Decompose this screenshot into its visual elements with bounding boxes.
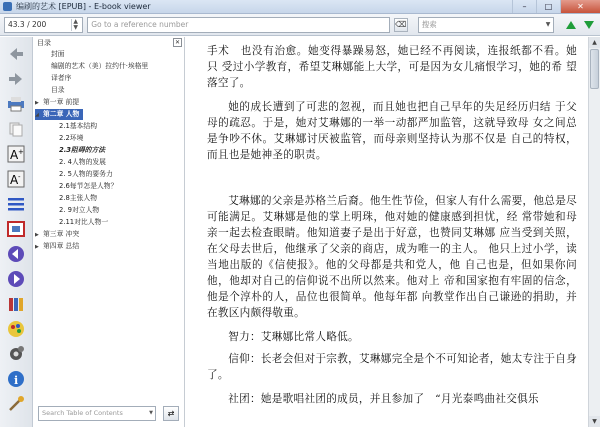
- minimize-button[interactable]: –: [512, 0, 536, 13]
- toc-search-placeholder: Search Table of Contents: [42, 409, 123, 417]
- find-previous-button[interactable]: [564, 18, 578, 32]
- window-title: 编刷的艺术 [EPUB] - E-book viewer: [16, 2, 151, 11]
- toc-item-label: 第一章 前提: [43, 98, 80, 106]
- copy-icon[interactable]: [5, 118, 27, 140]
- paragraph: 信仰：长老会但对于宗教，艾琳娜完全是个不可知论者，她太专注于自身了。: [207, 353, 577, 381]
- toc-item[interactable]: [59, 205, 99, 216]
- toc-item-label: 2.1基本结构: [59, 122, 97, 130]
- tools-icon[interactable]: [5, 393, 27, 415]
- toc-item[interactable]: [59, 193, 97, 204]
- page-number-input[interactable]: [4, 17, 83, 33]
- toc-item[interactable]: [35, 229, 79, 240]
- toc-close-icon[interactable]: ✕: [174, 39, 181, 46]
- app-icon: [3, 2, 12, 11]
- toc-panel: [33, 37, 185, 427]
- toc-item[interactable]: [35, 241, 79, 252]
- toc-item-label: 译者序: [51, 74, 72, 82]
- svg-text:-: -: [18, 173, 21, 181]
- toc-item[interactable]: [59, 217, 108, 228]
- paragraph: 智力：艾琳娜比常人略低。: [228, 331, 359, 343]
- svg-text:i: i: [14, 374, 19, 387]
- toc-item-label: 编剧的艺术（美）拉约什·埃格里: [51, 62, 149, 70]
- toc-item-label: 2.6每节怎是人物？: [59, 182, 118, 190]
- clear-icon[interactable]: ⌫: [394, 18, 408, 32]
- toc-search-button[interactable]: ⇄: [163, 406, 179, 421]
- toc-item[interactable]: [51, 49, 65, 60]
- close-button[interactable]: ✕: [560, 0, 600, 13]
- find-next-button[interactable]: [582, 18, 596, 32]
- prev-page-icon[interactable]: [5, 243, 27, 265]
- toc-item[interactable]: [59, 133, 83, 144]
- fullscreen-icon[interactable]: [5, 218, 27, 240]
- font-larger-icon[interactable]: [5, 143, 27, 165]
- scroll-up-icon[interactable]: ▲: [589, 37, 600, 48]
- print-icon[interactable]: [5, 93, 27, 115]
- toc-item[interactable]: [51, 73, 71, 84]
- toc-item[interactable]: [59, 169, 113, 180]
- toc-item-label: 2.11对比人物一: [59, 218, 109, 226]
- paragraph: 社团：她是歌唱社团的成员，并且参加了 “月光泰鸣曲社交俱乐: [228, 393, 539, 405]
- paragraph: 手术 也没有治愈。她变得暴躁易怒，她已经不再阅读，连报纸都不看。她只 受过小学教育，希望艾琳娜能上大学，可是因为女儿痛恨学习，她的希 望落空了。: [207, 45, 577, 89]
- forward-icon[interactable]: [5, 68, 27, 90]
- vertical-scrollbar[interactable]: [588, 37, 600, 427]
- toolbar: [0, 14, 600, 36]
- expand-toggle-icon[interactable]: ▶: [35, 100, 39, 106]
- reference-input[interactable]: [87, 17, 390, 33]
- toc-item-label: 2. 9对立人物: [59, 206, 100, 214]
- expand-toggle-icon[interactable]: ▶: [35, 232, 39, 238]
- chevron-down-icon[interactable]: ▼: [545, 21, 551, 28]
- svg-text:+: +: [18, 148, 24, 156]
- toc-item-label: 目录: [51, 86, 65, 94]
- reference-placeholder: Go to a reference number: [91, 20, 189, 29]
- next-page-icon[interactable]: [5, 268, 27, 290]
- toc-item-label: 第二章 人物: [43, 110, 80, 118]
- page-number-value: 43.3 / 200: [8, 20, 47, 29]
- search-next-icon: [583, 19, 595, 31]
- toc-item[interactable]: [51, 61, 148, 72]
- book-content: [185, 37, 588, 427]
- toc-item-label: 2.2环境: [59, 134, 84, 142]
- svg-text:A: A: [10, 148, 19, 162]
- toc-item-label: 第四章 总结: [43, 242, 80, 250]
- title-bar: [0, 0, 600, 14]
- toc-item-label: 2. 4人物的发展: [59, 158, 106, 166]
- svg-text:A: A: [10, 173, 19, 187]
- paragraph: 她的成长遭到了可悲的忽视，而且她也把自己早年的失足经历归结 于父母的疏忍。于是，她对艾琳娜的一举一动都严加监管，这就导致母 女之间总是争吵不休。艾琳娜讨厌被监管，而母亲则坚持认为那不仅是 自己的特权，而且也是她神圣的职责。: [207, 101, 577, 161]
- expand-toggle-icon[interactable]: ◢: [35, 112, 39, 118]
- preferences-icon[interactable]: [5, 343, 27, 365]
- toc-item-label: 封面: [51, 50, 65, 58]
- toc-item-label: 2. 5人物的要务力: [59, 170, 113, 178]
- toc-item-label: 2.3阻碍的方法: [59, 146, 106, 154]
- search-placeholder: 搜索: [421, 20, 437, 29]
- action-toolbar: [0, 37, 33, 427]
- scroll-down-icon[interactable]: ▼: [589, 416, 600, 427]
- toc-title: 目录: [37, 39, 51, 47]
- toc-item[interactable]: [35, 97, 79, 108]
- info-icon[interactable]: [5, 368, 27, 390]
- toc-search-input[interactable]: [38, 406, 156, 421]
- toc-item-label: 2.8主张人物: [59, 194, 97, 202]
- toc-item-label: 第三章 冲突: [43, 230, 80, 238]
- back-icon[interactable]: [5, 43, 27, 65]
- toc-item[interactable]: [35, 109, 83, 120]
- bookmark-icon[interactable]: [5, 293, 27, 315]
- maximize-button[interactable]: □: [536, 0, 560, 13]
- toc-header: [33, 37, 185, 49]
- toc-item[interactable]: [51, 85, 65, 96]
- theme-icon[interactable]: [5, 318, 27, 340]
- toc-item[interactable]: [59, 157, 106, 168]
- search-prev-icon: [565, 19, 577, 31]
- toc-item[interactable]: [59, 145, 105, 156]
- scroll-thumb[interactable]: [590, 49, 599, 89]
- chevron-down-icon[interactable]: ▼: [149, 410, 153, 416]
- toc-item[interactable]: [59, 181, 117, 192]
- font-smaller-icon[interactable]: [5, 168, 27, 190]
- expand-toggle-icon[interactable]: ▶: [35, 244, 39, 250]
- toc-item[interactable]: [59, 121, 97, 132]
- paragraph: 艾琳娜的父亲是苏格兰后裔。他生性节俭，但家人有什么需要，他总是尽可能满足。艾琳娜是他的掌上明珠，他对她的健康感到担忧，经 常带她和母亲一起去检查眼睛。他知道妻子是出于好意，也赞同艾琳娜 应当受到关照，在父母去世后，他继承了父亲的商店，成为唯一的主人。 他只上过小学，读当地出版的《信使报》。他的父母都是共和党人，他 自己也是，但如果你问他，他却对自己的信仰说不出所以然来。他对上 帝和国家抱有牢固的信念，他是个淳朴的人，品位也很简单。他每年都 向教堂作出自己谦逊的捐助，并在教区内颇得敬重。: [207, 195, 577, 319]
- toc-icon[interactable]: [5, 193, 27, 215]
- page-spinner[interactable]: ▲ ▼: [71, 19, 79, 31]
- search-input[interactable]: [418, 17, 555, 33]
